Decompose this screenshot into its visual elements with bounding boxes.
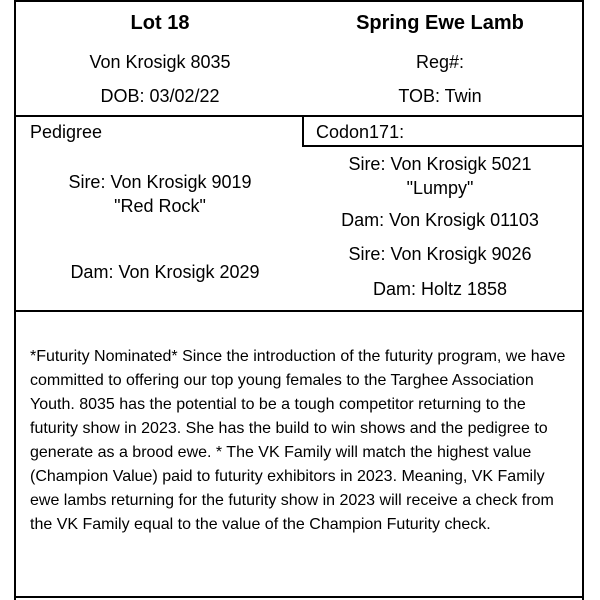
- registration-number: Reg#:: [415, 52, 465, 72]
- codon-box-bottom-edge: [302, 145, 584, 147]
- sire-dam: Dam: Von Krosigk 01103: [341, 210, 539, 230]
- codon-box-left-edge: [302, 115, 304, 147]
- lot-title: Spring Ewe Lamb: [356, 12, 524, 34]
- lot-description: *Futurity Nominated* Since the introduction of the futurity program, we have committed to offering our top young females to the Targhee Association Youth. 8035 has the potential to be a tough competitor returning to the futurity show in 2023. She has the build to win shows and the pedigree to generate as a brood ewe. * The VK Family will match the highest value (Champion Value) paid to futurity exhibitors in 2023. Meaning, VK Family ewe lambs returning for the futurity show in 2023 will receive a check from the VK Family equal to the value of the Champion Futurity check.: [30, 348, 566, 533]
- dam-dam: Dam: Holtz 1858: [372, 279, 508, 299]
- divider-line: [14, 310, 584, 312]
- type-of-birth: TOB: Twin: [398, 86, 482, 106]
- pedigree-sire: Sire: Von Krosigk 9019 "Red Rock": [68, 172, 252, 216]
- pedigree-dam: Dam: Von Krosigk 2029: [70, 262, 260, 282]
- sire-sire: Sire: Von Krosigk 5021 "Lumpy": [348, 154, 532, 198]
- divider-line: [14, 115, 584, 117]
- pedigree-label: Pedigree: [30, 122, 103, 142]
- date-of-birth: DOB: 03/02/22: [100, 86, 220, 106]
- codon-label: Codon171:: [316, 122, 405, 142]
- animal-id: Von Krosigk 8035: [89, 52, 231, 72]
- dam-sire: Sire: Von Krosigk 9026: [348, 244, 532, 264]
- lot-number: Lot 18: [130, 12, 190, 34]
- divider-line: [14, 596, 584, 598]
